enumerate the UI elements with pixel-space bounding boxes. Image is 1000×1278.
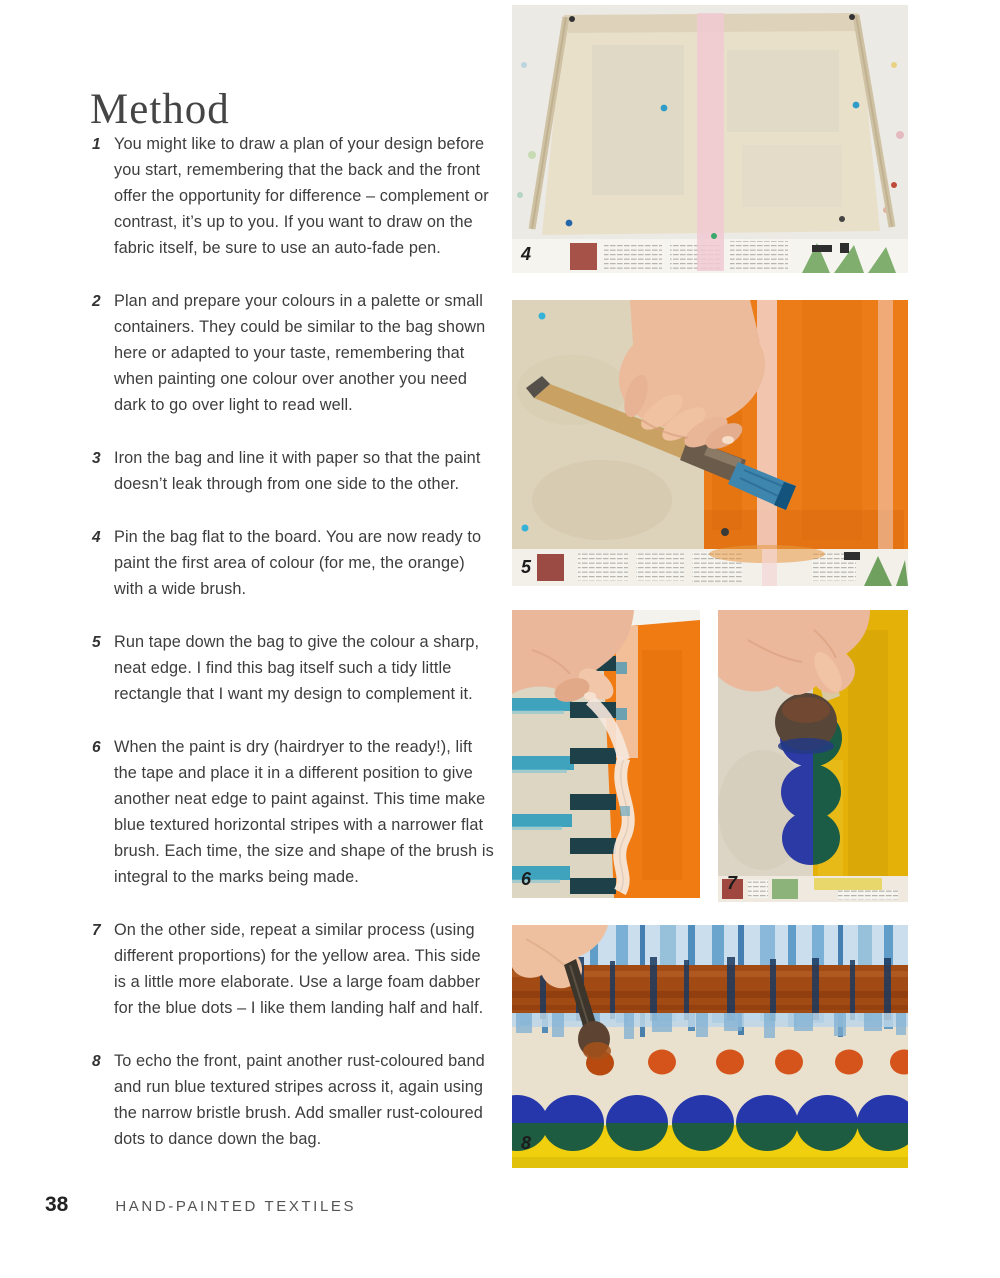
photo-step8-illustration	[512, 925, 908, 1168]
step-text: When the paint is dry (hairdryer to the ready!), lift the tape and place it in a different position to give another neat edge to paint against. This time make blue textured horizontal stripes with a narrower flat brush. Each time, the size and shape of the brush is integral to the marks being made.	[114, 738, 494, 886]
photo-step6-illustration	[512, 610, 700, 898]
method-step	[92, 734, 496, 890]
step-number: 4	[92, 529, 101, 546]
step-text: Iron the bag and line it with paper so that the paint doesn’t leak through from one side to the other.	[114, 449, 481, 493]
page-footer	[45, 1193, 356, 1217]
photo-number-label: 4	[521, 244, 532, 264]
method-step	[92, 524, 496, 602]
photo-step4-bag-pinned	[512, 5, 908, 273]
step-text: You might like to draw a plan of your design before you start, remembering that the back and the front offer the opportunity for difference – complement or contrast, it’s up to you. If you want to draw on the fabric itself, be sure to use an auto-fade pen.	[114, 135, 489, 257]
step-number: 2	[92, 293, 101, 310]
photo-number-label: 7	[727, 873, 738, 893]
step-text: Plan and prepare your colours in a palette or small containers. They could be similar to the bag shown here or adapted to your taste, remembering that when painting one colour over another you need dark to go over light to read well.	[114, 292, 486, 414]
photo-step4-illustration	[512, 5, 908, 273]
step-number: 5	[92, 634, 101, 651]
method-step	[92, 131, 496, 261]
method-step	[92, 288, 496, 418]
method-step	[92, 445, 496, 497]
footer-book-title: HAND-PAINTED TEXTILES	[115, 1198, 357, 1215]
photo-step8-rust-band-dots	[512, 925, 908, 1168]
step-text: Run tape down the bag to give the colour a sharp, neat edge. I find this bag itself such a tidy little rectangle that I want my design to complement it.	[114, 633, 480, 703]
method-step	[92, 629, 496, 707]
photo-step5-orange-brush	[512, 300, 908, 586]
step-number: 6	[92, 739, 101, 756]
page-title: Method	[90, 85, 230, 133]
method-steps	[92, 131, 496, 1179]
photo-number-label: 5	[521, 557, 532, 577]
photo-step7-blue-dots-dabber	[718, 610, 908, 902]
method-step	[92, 917, 496, 1021]
photo-step5-illustration	[512, 300, 908, 586]
step-number: 8	[92, 1053, 101, 1070]
method-step	[92, 1048, 496, 1152]
step-number: 3	[92, 450, 101, 467]
photo-number-label: 8	[521, 1133, 532, 1153]
step-number: 1	[92, 136, 101, 153]
step-number: 7	[92, 922, 101, 939]
step-text: On the other side, repeat a similar process (using different proportions) for the yellow area. This side is a little more elaborate. Use a large foam dabber for the blue dots – I like them landing half and half.	[114, 921, 484, 1017]
photo-number-label: 6	[521, 869, 532, 889]
step-text: Pin the bag flat to the board. You are now ready to paint the first area of colour (for me, the orange) with a wide brush.	[114, 528, 482, 598]
photo-step7-illustration	[718, 610, 908, 902]
step-text: To echo the front, paint another rust-coloured band and run blue textured stripes across it, again using the narrow bristle brush. Add smaller rust-coloured dots to dance down the bag.	[114, 1052, 485, 1148]
page-number: 38	[45, 1193, 69, 1216]
photo-step6-lifting-tape	[512, 610, 700, 898]
